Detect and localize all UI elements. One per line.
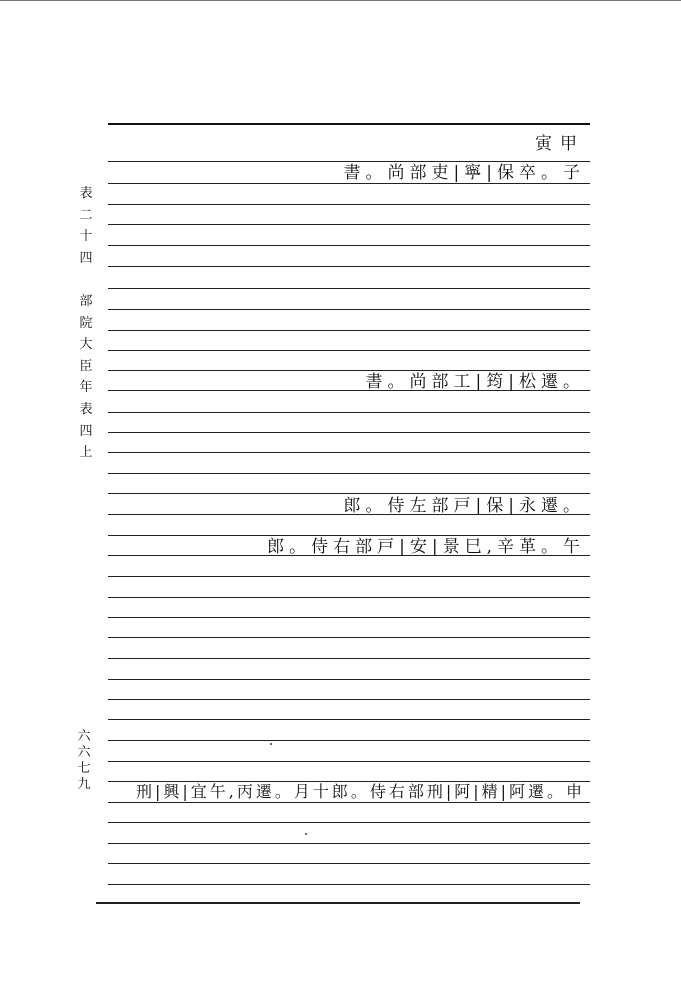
- margin-table-title: 表 二 十 四 部 院 大 臣 年 表 四 上: [79, 186, 93, 461]
- scan-top-border: [0, 0, 681, 1]
- row-rule: [108, 822, 590, 823]
- row-rule: [108, 350, 590, 351]
- row-rule: [108, 802, 590, 803]
- row-rule: [108, 719, 590, 720]
- row-rule: [108, 309, 590, 310]
- row-rule: [108, 863, 590, 864]
- entry-revenue-right-vice-president: 郎。侍右部戸|安|景巳,辛革。午: [267, 537, 585, 557]
- margin-page-number: 六 六 七 九: [77, 729, 91, 792]
- row-rule: [108, 658, 590, 659]
- row-rule: [108, 576, 590, 577]
- entry-revenue-left-vice-president: 郎。侍左部戸|保|永遷。: [343, 496, 585, 516]
- row-rule: [108, 370, 590, 371]
- row-rule: [108, 679, 590, 680]
- row-rule: [108, 161, 590, 162]
- entry-punishments-right-vice-president: 刑|興|宜午,丙遷。月十郎。侍右部刑|阿|精|阿遷。申: [135, 782, 585, 801]
- row-rule: [108, 597, 590, 598]
- year-header: 寅甲: [535, 134, 585, 154]
- row-rule: [108, 432, 590, 433]
- row-rule: [108, 617, 590, 618]
- row-rule: [108, 535, 590, 536]
- row-rule: [108, 452, 590, 453]
- row-rule: [108, 473, 590, 474]
- row-rule: [108, 288, 590, 289]
- row-rule: [108, 412, 590, 413]
- row-rule: [108, 224, 590, 225]
- entry-board-of-works-president: 書。尚部工|筠|松遷。: [365, 372, 585, 392]
- table-top-rule: [108, 123, 590, 125]
- row-rule: [108, 183, 590, 184]
- row-rule: [108, 637, 590, 638]
- row-rule: [108, 699, 590, 700]
- row-rule: [108, 884, 590, 885]
- table-bottom-rule: [96, 902, 580, 904]
- row-rule: [108, 330, 590, 331]
- scan-speck: [270, 743, 272, 745]
- row-rule: [108, 740, 590, 741]
- row-rule: [108, 245, 590, 246]
- row-rule: [108, 761, 590, 762]
- row-rule: [108, 266, 590, 267]
- entry-board-of-civil-office-president: 書。尚部吏|寧|保卒。子: [343, 163, 585, 183]
- scan-speck: [305, 833, 307, 835]
- row-rule: [108, 493, 590, 494]
- row-rule: [108, 843, 590, 844]
- row-rule: [108, 204, 590, 205]
